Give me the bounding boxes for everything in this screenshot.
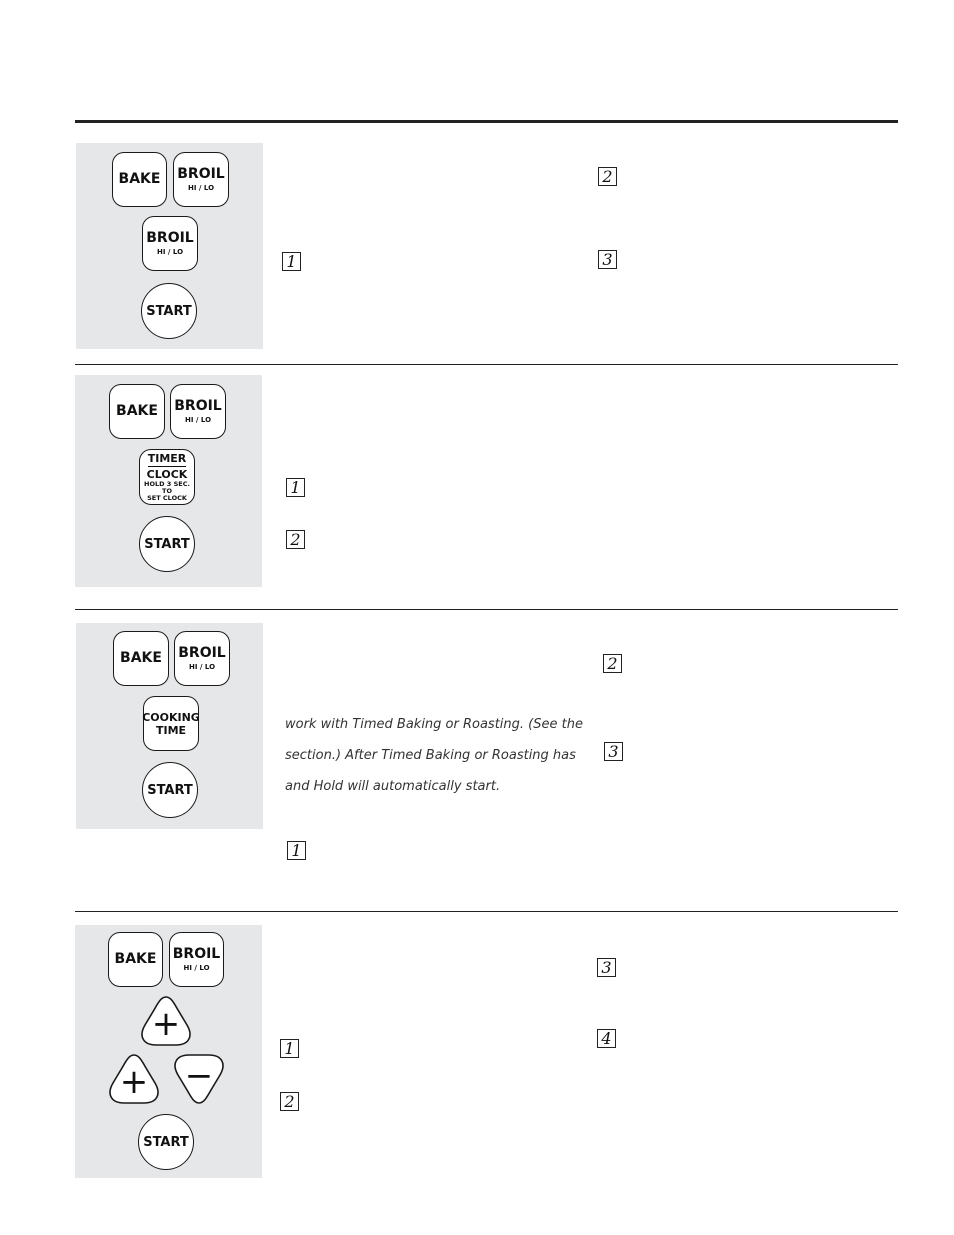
broil-sub-label: HI / LO — [187, 184, 215, 192]
step-4-badge: 4 — [597, 1029, 616, 1048]
cooking-time-button[interactable] — [143, 696, 199, 751]
start-button[interactable] — [142, 762, 198, 818]
bake-button[interactable] — [108, 932, 163, 987]
bake-button[interactable] — [113, 631, 169, 686]
step-3-badge: 3 — [597, 958, 616, 977]
broil-sub-label: HI / LO — [184, 416, 212, 424]
section-divider-1 — [75, 364, 898, 365]
step-2-badge: 2 — [598, 167, 617, 186]
plus-icon: + — [119, 1062, 149, 1102]
step-2-badge: 2 — [280, 1092, 299, 1111]
start-button[interactable] — [141, 283, 197, 339]
minus-button[interactable] — [173, 1053, 225, 1105]
note-line-1: work with Timed Baking or Roasting. (See the — [285, 717, 583, 732]
note-line-2: section.) After Timed Baking or Roasting has — [285, 748, 576, 763]
hold-label-2: SET CLOCK — [147, 494, 187, 502]
note-line-3: and Hold will automatically start. — [285, 779, 501, 794]
timer-clock-button[interactable] — [139, 449, 195, 505]
broil-label: BROIL — [172, 946, 221, 962]
plus-button-left[interactable] — [108, 1053, 160, 1105]
plus-button-top[interactable] — [140, 995, 192, 1047]
step-1-badge: 1 — [286, 478, 305, 497]
bake-label: BAKE — [120, 650, 162, 666]
broil-button-highlight[interactable] — [142, 216, 198, 271]
bake-button[interactable] — [112, 152, 167, 207]
step-3-badge: 3 — [604, 742, 623, 761]
section-divider-3 — [75, 911, 898, 912]
broil-label: BROIL — [178, 645, 226, 661]
broil-label: BROIL — [177, 166, 225, 182]
start-label: START — [143, 1134, 189, 1150]
broil-button[interactable] — [174, 631, 230, 686]
broil-sub-label: HI / LO — [183, 964, 210, 972]
bake-label: BAKE — [114, 951, 157, 967]
top-rule — [75, 120, 898, 123]
start-label: START — [147, 782, 193, 798]
step-3-badge: 3 — [598, 250, 617, 269]
bake-label: BAKE — [118, 171, 161, 187]
start-label: START — [146, 303, 192, 319]
step-2-badge: 2 — [286, 530, 305, 549]
start-button[interactable] — [139, 516, 195, 572]
time-label: TIME — [155, 723, 187, 737]
minus-icon: − — [184, 1056, 214, 1096]
step-1-badge: 1 — [280, 1039, 299, 1058]
broil-label: BROIL — [174, 398, 222, 414]
timer-label: TIMER — [147, 452, 187, 465]
start-label: START — [144, 536, 190, 552]
timer-clock-divider — [148, 466, 186, 467]
plus-icon: + — [151, 1004, 181, 1044]
broil-label: BROIL — [146, 230, 194, 246]
bake-label: BAKE — [116, 403, 158, 419]
broil-button[interactable] — [169, 932, 224, 987]
hold-label-1: HOLD 3 SEC. TO — [144, 480, 190, 495]
step-1-badge: 1 — [282, 252, 301, 271]
bake-button[interactable] — [109, 384, 165, 439]
broil-button[interactable] — [170, 384, 226, 439]
cooking-label: COOKING — [142, 710, 200, 724]
section-divider-2 — [75, 609, 898, 610]
broil-sub-label: HI / LO — [188, 663, 216, 671]
start-button[interactable] — [138, 1114, 194, 1170]
broil-sub-label: HI / LO — [156, 248, 184, 256]
step-2-badge: 2 — [603, 654, 622, 673]
broil-button[interactable] — [173, 152, 229, 207]
step-1-badge: 1 — [287, 841, 306, 860]
clock-label: CLOCK — [146, 468, 188, 481]
